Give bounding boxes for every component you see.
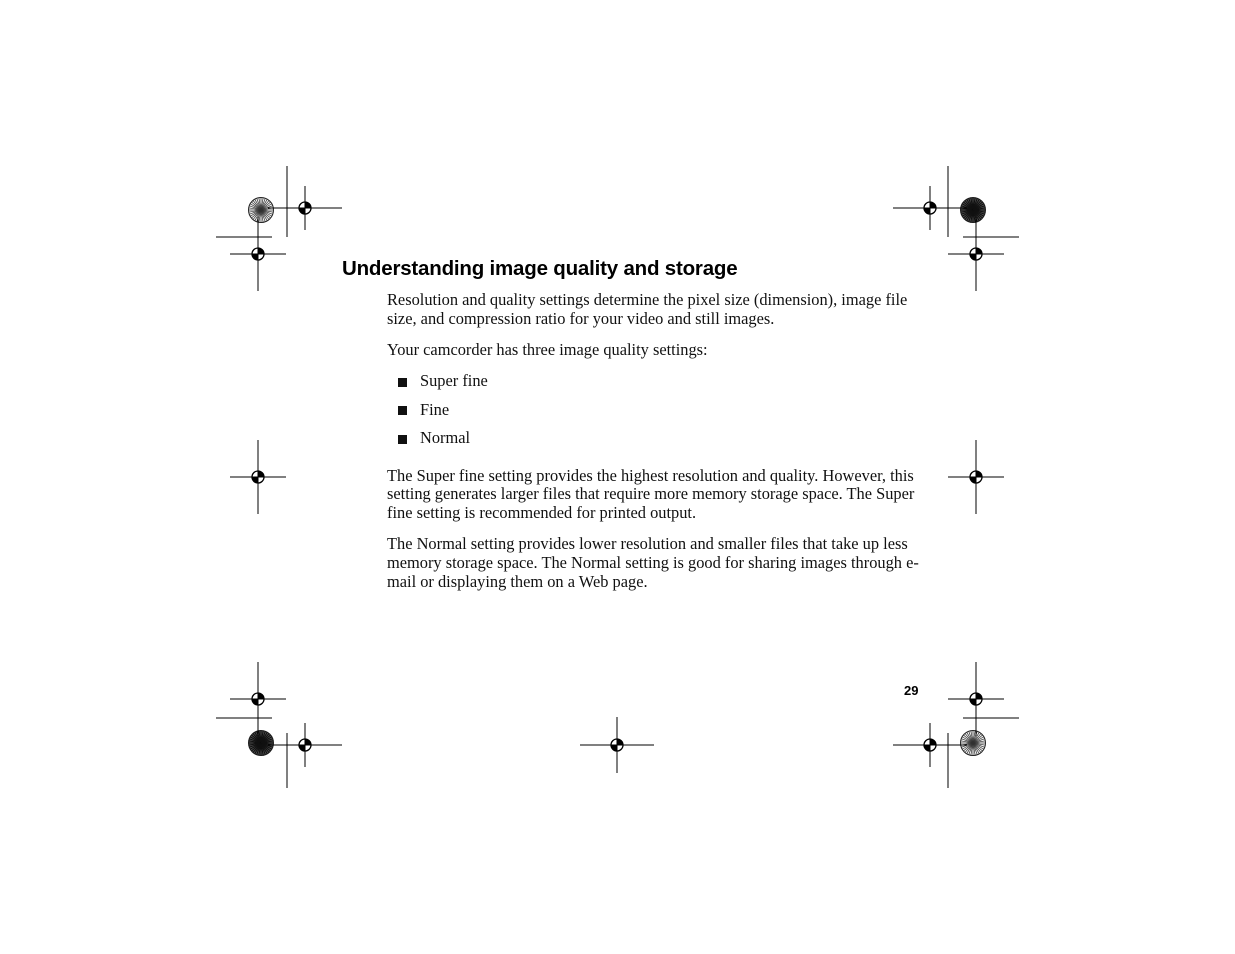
square-bullet-icon: [398, 406, 407, 415]
body-text: [387, 291, 927, 591]
page-title: Understanding image quality and storage: [342, 257, 738, 280]
list-item-label: Fine: [420, 399, 450, 419]
registration-crosshair-icon: [230, 217, 286, 291]
quality-settings-list: [387, 372, 927, 448]
registration-crosshair-icon: [268, 186, 342, 230]
color-registration-starburst-icon: [961, 198, 986, 223]
square-bullet-icon: [398, 378, 407, 387]
registration-crosshair-icon: [893, 723, 967, 767]
color-registration-starburst-icon: [249, 198, 274, 223]
registration-crosshair-icon: [948, 662, 1004, 736]
registration-crosshair-icon: [230, 440, 286, 514]
list-item-label: Normal: [420, 428, 471, 448]
list-item: [387, 372, 927, 391]
registration-crosshair-icon: [948, 217, 1004, 291]
registration-crosshair-icon: [268, 723, 342, 767]
square-bullet-icon: [398, 435, 407, 444]
intro-paragraph: Resolution and quality settings determine the pixel size (dimension), image file size, and compression ratio for your video and still images.: [387, 290, 908, 328]
super-fine-paragraph: The Super fine setting provides the highest resolution and quality. However, this setting generates larger files that require more memory storage space. The Super fine setting is recommended for printed output.: [387, 465, 915, 523]
normal-paragraph: The Normal setting provides lower resolution and smaller files that take up less memory storage space. The Normal setting is good for sharing images through e-mail or displaying them on a Web page.: [387, 534, 919, 591]
color-registration-starburst-icon: [249, 731, 274, 756]
list-item-label: Super fine: [420, 371, 488, 391]
page-number: 29: [904, 683, 919, 698]
list-item: [387, 429, 927, 448]
settings-lead-paragraph: Your camcorder has three image quality settings:: [387, 339, 708, 359]
registration-crosshair-icon: [580, 717, 654, 773]
color-registration-starburst-icon: [961, 731, 986, 756]
list-item: [387, 401, 927, 420]
registration-crosshair-icon: [948, 440, 1004, 514]
registration-crosshair-icon: [230, 662, 286, 736]
registration-crosshair-icon: [893, 186, 967, 230]
